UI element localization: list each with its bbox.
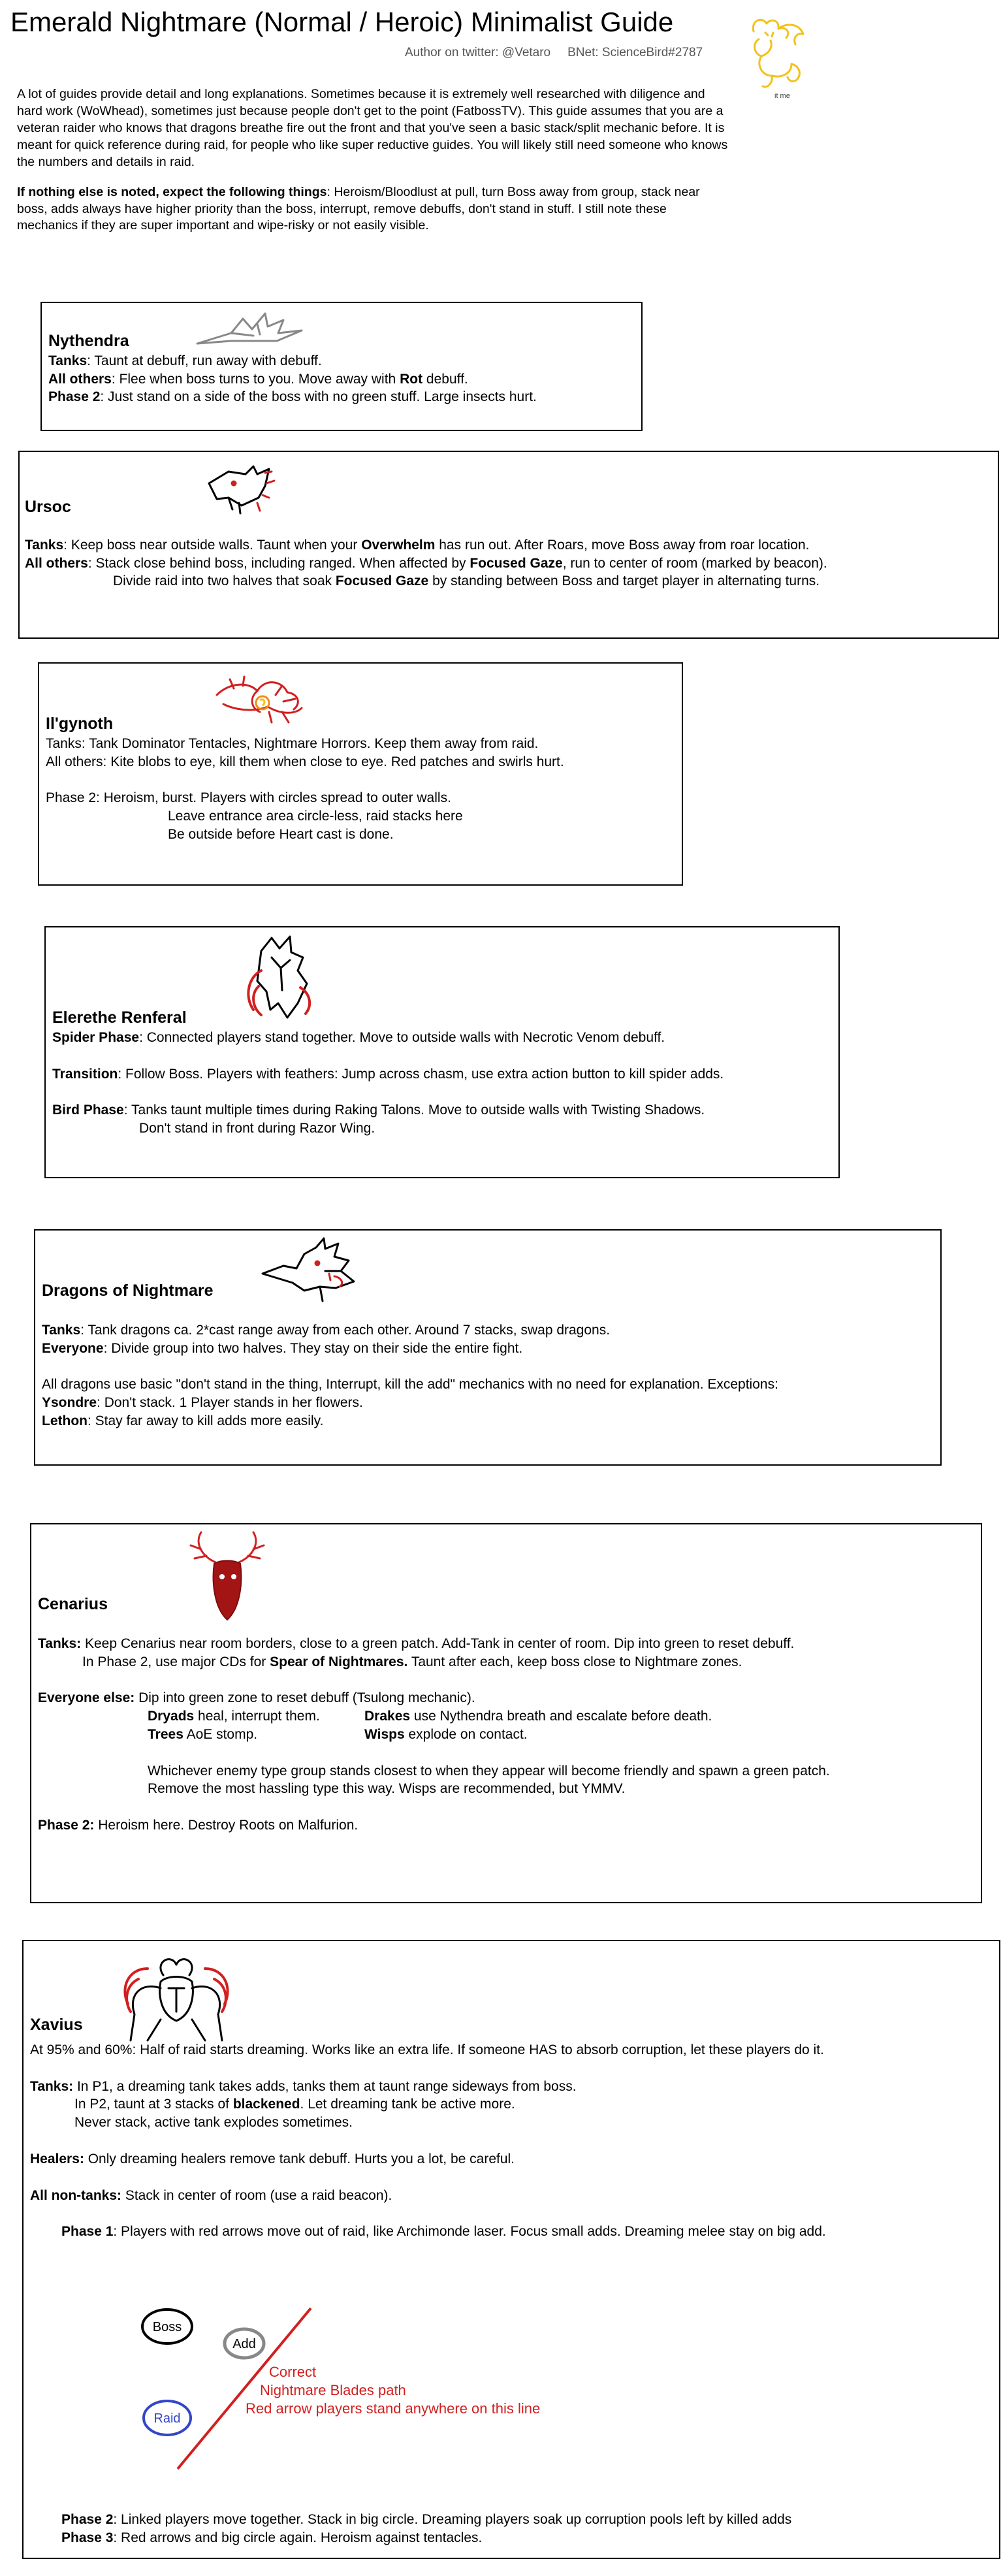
- xavius-nontanks: All non-tanks: Stack in center of room (use a raid beacon).: [30, 2187, 392, 2203]
- xavius-phase2: Phase 2: Linked players move together. Stack in big circle. Dreaming players soak up corruption pools left by killed adds: [61, 2512, 792, 2527]
- boss-card-dragons: [34, 1229, 942, 1466]
- ursoc-tanks: Tanks: Keep boss near outside walls. Taunt when your Overwhelm has run out. After Roars, move Boss away from roar location.: [25, 538, 810, 553]
- boss-name-nythendra: Nythendra: [48, 332, 129, 350]
- author-twitter: Author on twitter: @Vetaro: [405, 46, 551, 59]
- author-line: [405, 44, 703, 61]
- cenarius-phase2: Phase 2: Heroism here. Destroy Roots on Malfurion.: [38, 1818, 358, 1833]
- cenarius-remove: Remove the most hassling type this way. Wisps are recommended, but YMMV.: [148, 1781, 626, 1797]
- boss-name-ursoc: Ursoc: [25, 498, 71, 516]
- elerethe-spider: Spider Phase: Connected players stand together. Move to outside walls with Necrotic Venom debuff.: [52, 1030, 665, 1045]
- legend-arrow-players: Red arrow players stand anywhere on this line: [246, 2400, 541, 2417]
- boss-card-xavius: [22, 1940, 1000, 2559]
- boss-card-elerethe: [44, 926, 840, 1178]
- intro-defaults: If nothing else is noted, expect the following things: Heroism/Bloodlust at pull, turn Boss away from group, stack near boss, adds always have higher priority than the boss, interrupt, remove debuffs, don't stand in stuff. I still note these mechanics if they are super important and wipe-risky or not easily visible.: [17, 184, 700, 233]
- xavius-tanks-2: In P2, taunt at 3 stacks of blackened. Let dreaming tank be active more.: [74, 2097, 515, 2112]
- elerethe-transition: Transition: Follow Boss. Players with feathers: Jump across chasm, use extra action button to kill spider adds.: [52, 1066, 724, 1082]
- dragons-all: All dragons use basic "don't stand in the thing, Interrupt, kill the add" mechanics with no need for explanation. Exceptions:: [42, 1377, 778, 1393]
- ursoc-others-2: Divide raid into two halves that soak Focused Gaze by standing between Boss and target player in alternating turns.: [113, 573, 820, 589]
- dragons-ysondre: Ysondre: Don't stack. 1 Player stands in her flowers.: [42, 1395, 363, 1411]
- ilgynoth-phase2: Phase 2: Heroism, burst. Players with circles spread to outer walls.: [46, 790, 451, 806]
- intro-paragraph: A lot of guides provide detail and long explanations. Sometimes because it is extremely well researched with diligence and hard work (WoWhead), sometimes just because people don't get to the point (FatbossTV). This guide assumes that you are a veteran raider who knows that dragons breathe fire out the front and that you've seen a basic stack/split mechanic before. It is meant for quick reference during raid, for people who like super reductive guides. You will likely still need someone who knows the numbers and details in raid.: [17, 87, 728, 169]
- intro: [17, 86, 729, 234]
- xavius-healers: Healers: Only dreaming healers remove tank debuff. Hurts you a lot, be careful.: [30, 2151, 515, 2166]
- legend-blades: Nightmare Blades path: [260, 2382, 406, 2398]
- ilgynoth-tanks: Tanks: Tank Dominator Tentacles, Nightmare Horrors. Keep them away from raid.: [46, 736, 539, 751]
- elerethe-bird: Bird Phase: Tanks taunt multiple times during Raking Talons. Move to outside walls with Twisting Shadows.: [52, 1103, 705, 1118]
- elerethe-bird-2: Don't stand in front during Razor Wing.: [139, 1121, 375, 1136]
- boss-card-nythendra: [40, 302, 643, 431]
- dragons-lethon: Lethon: Stay far away to kill adds more easily.: [42, 1413, 324, 1428]
- intro-defaults-label: If nothing else is noted, expect the following things: [17, 184, 327, 199]
- boss-marker-label: Boss: [152, 2320, 182, 2334]
- boss-name-dragons: Dragons of Nightmare: [42, 1281, 214, 1300]
- cenarius-trees-wisps: Trees AoE stomp. Wisps explode on contact.: [148, 1726, 528, 1742]
- dragons-tanks: Tanks: Tank dragons ca. 2*cast range away from each other. Around 7 stacks, swap dragons.: [42, 1323, 611, 1338]
- boss-name-xavius: Xavius: [30, 2016, 83, 2034]
- cenarius-friendly: Whichever enemy type group stands closest to when they appear will become friendly and spawn a green patch.: [148, 1763, 830, 1779]
- boss-card-cenarius: [30, 1523, 982, 1903]
- ilgynoth-others: All others: Kite blobs to eye, kill them when close to eye. Red patches and swirls hurt.: [46, 754, 564, 769]
- raid-marker-label: Raid: [153, 2411, 181, 2426]
- legend-correct: Correct: [269, 2364, 317, 2380]
- nythendra-phase2: Phase 2: Just stand on a side of the boss with no green stuff. Large insects hurt.: [48, 389, 537, 405]
- xavius-phase-2-3: [61, 2511, 791, 2547]
- ilgynoth-phase2-entrance: Leave entrance area circle-less, raid stacks here: [168, 809, 463, 824]
- ursoc-others: All others: Stack close behind boss, including ranged. When affected by Focused Gaze, run to center of room (marked by beacon).: [25, 555, 827, 571]
- dragons-everyone: Everyone: Divide group into two halves. They stay on their side the entire fight.: [42, 1340, 523, 1356]
- cenarius-tanks: Tanks: Keep Cenarius near room borders, close to a green patch. Add-Tank in center of room. Dip into green to reset debuff.: [38, 1636, 795, 1651]
- boss-card-ursoc: [18, 451, 999, 639]
- page-title: Emerald Nightmare (Normal / Heroic) Minimalist Guide: [10, 7, 674, 37]
- cenarius-tanks-2: In Phase 2, use major CDs for Spear of Nightmares. Taunt after each, keep boss close to Nightmare zones.: [82, 1654, 742, 1669]
- xavius-positioning-diagram: [24, 1941, 1002, 2560]
- dragon-logo-icon: [739, 13, 811, 105]
- author-bnet: BNet: ScienceBird#2787: [567, 46, 703, 59]
- xavius-tanks: Tanks: In P1, a dreaming tank takes adds, tanks them at taunt range sideways from boss.: [30, 2078, 577, 2094]
- boss-card-ilgynoth: [38, 662, 683, 886]
- nythendra-others: All others: Flee when boss turns to you. Move away with Rot debuff.: [48, 371, 468, 387]
- xavius-dreaming: At 95% and 60%: Half of raid starts dreaming. Works like an extra life. If someone HAS to absorb corruption, let these players do it.: [30, 2042, 824, 2057]
- xavius-tanks-3: Never stack, active tank explodes sometimes.: [74, 2115, 353, 2131]
- add-marker-label: Add: [232, 2337, 256, 2351]
- cenarius-dryads-drakes: Dryads heal, interrupt them. Drakes use Nythendra breath and escalate before death.: [148, 1709, 712, 1724]
- boss-name-elerethe: Elerethe Renferal: [52, 1008, 187, 1027]
- boss-name-cenarius: Cenarius: [38, 1595, 108, 1613]
- boss-name-ilgynoth: Il'gynoth: [46, 715, 114, 733]
- xavius-phase1: Phase 1: Players with red arrows move out of raid, like Archimonde laser. Focus small adds. Dreaming melee stay on big add.: [61, 2224, 826, 2240]
- xavius-phase3: Phase 3: Red arrows and big circle again. Heroism against tentacles.: [61, 2530, 483, 2545]
- cenarius-else: Everyone else: Dip into green zone to reset debuff (Tsulong mechanic).: [38, 1690, 475, 1706]
- logo-caption: it me: [774, 92, 790, 100]
- nythendra-tanks: Tanks: Taunt at debuff, run away with debuff.: [48, 353, 322, 368]
- ilgynoth-phase2-heart: Be outside before Heart cast is done.: [168, 826, 394, 842]
